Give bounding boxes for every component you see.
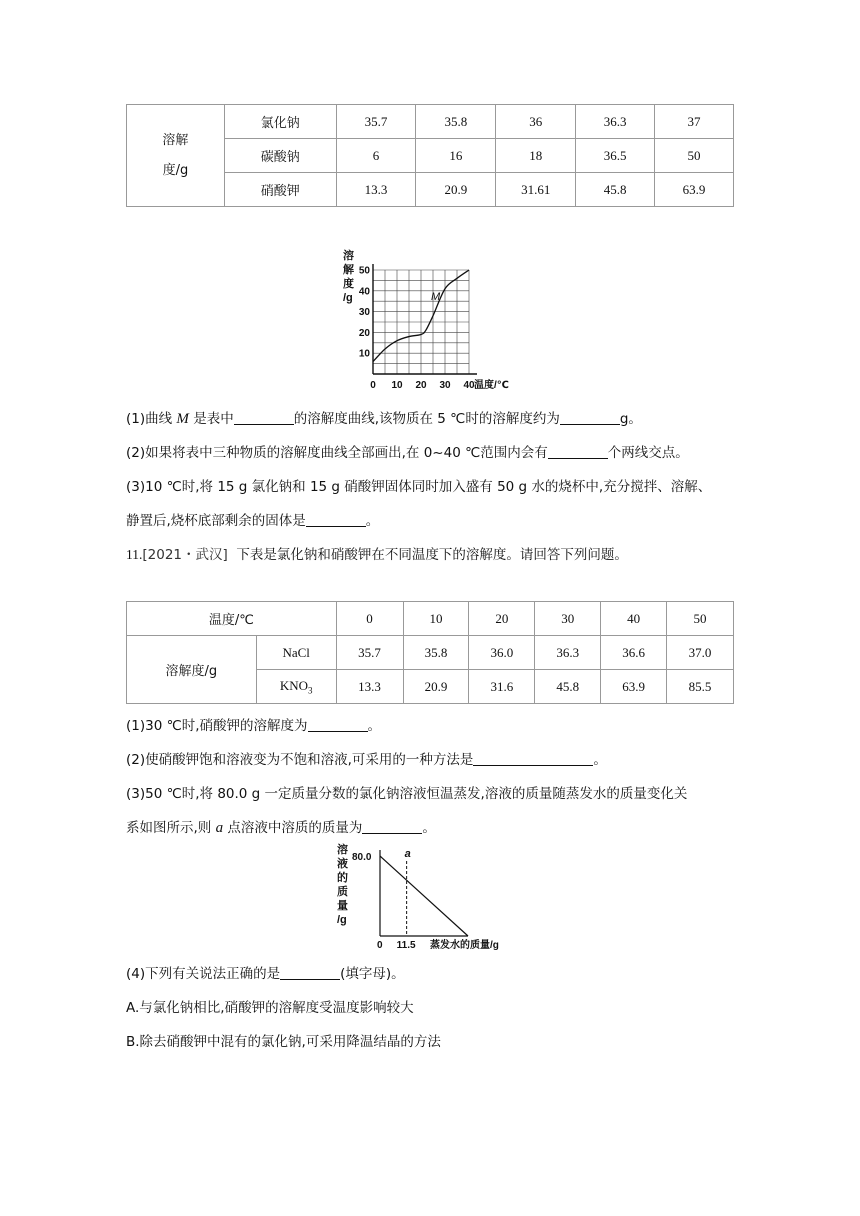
q11-part4: (4)下列有关说法正确的是 (填字母)。 bbox=[126, 966, 405, 982]
substance-name: $KNO_3$ bbox=[256, 670, 336, 704]
y-tick-label: 30 bbox=[358, 307, 370, 319]
q11-stem: 11.[2021・武汉] 下表是氯化钠和硝酸钾在不同温度下的溶解度。请回答下列问题。 bbox=[126, 547, 628, 563]
y-tick-labels bbox=[359, 266, 371, 360]
answer-blank[interactable] bbox=[362, 820, 422, 834]
table-cell: 36 bbox=[496, 105, 576, 139]
q10-part1: (1)曲线 M 是表中 的溶解度曲线,该物质在 5 ℃时的溶解度约为 g。 bbox=[126, 411, 642, 427]
answer-blank[interactable] bbox=[548, 445, 608, 459]
table-cell: 20 bbox=[469, 602, 535, 636]
answer-blank[interactable] bbox=[560, 411, 620, 425]
table-cell: 35.7 bbox=[336, 636, 403, 670]
x-tick-label: 0 bbox=[370, 380, 376, 391]
answer-blank[interactable] bbox=[280, 966, 340, 980]
y-tick-label: 20 bbox=[358, 327, 370, 339]
x-tick-labels bbox=[370, 380, 475, 391]
solubility-table-2 bbox=[126, 601, 734, 704]
x-tick-label: 10 bbox=[391, 380, 403, 391]
q10-part2: (2)如果将表中三种物质的溶解度曲线全部画出,在 0~40 ℃范围内会有 个两线交点。 bbox=[126, 445, 689, 461]
table-cell: 36.6 bbox=[601, 636, 667, 670]
chart-grid bbox=[373, 270, 469, 374]
substance-name: 氯化钠 bbox=[224, 105, 336, 139]
x-axis-label: 温度/℃ bbox=[474, 380, 509, 391]
q11-part3-line2: 系如图所示,则 a 点溶液中溶质的质量为 。 bbox=[126, 820, 436, 836]
x-tick-label: 30 bbox=[439, 380, 451, 391]
table-row bbox=[127, 105, 734, 139]
table-cell: 6 bbox=[336, 139, 416, 173]
x-axis-label: 蒸发水的质量/g bbox=[430, 940, 499, 951]
table-cell: 30 bbox=[535, 602, 601, 636]
y-axis-label-char: 质 bbox=[337, 886, 348, 898]
table-cell: 36.5 bbox=[576, 139, 655, 173]
y-axis-label-char: 的 bbox=[337, 872, 348, 884]
question-source: [2021・武汉] bbox=[142, 547, 228, 563]
evaporation-chart bbox=[336, 840, 526, 952]
q10-part3-line2: 静置后,烧杯底部剩余的固体是 。 bbox=[126, 513, 380, 529]
q10-part3-line1: (3)10 ℃时,将 15 g 氯化钠和 15 g 硝酸钾固体同时加入盛有 50 g 水的烧杯中,充分搅拌、溶解、 bbox=[126, 479, 712, 495]
table-cell: 18 bbox=[496, 139, 576, 173]
table-cell: 85.5 bbox=[667, 670, 734, 704]
table-cell: 13.3 bbox=[336, 173, 416, 207]
table-cell: 16 bbox=[416, 139, 496, 173]
y-axis-label-char: 度 bbox=[343, 278, 354, 290]
option-b: B.除去硝酸钾中混有的氯化钠,可采用降温结晶的方法 bbox=[126, 1034, 441, 1050]
table-cell: 31.61 bbox=[496, 173, 576, 207]
chart-axes bbox=[380, 850, 468, 936]
y-axis-label-char: /g bbox=[343, 292, 353, 304]
table-cell: 31.6 bbox=[469, 670, 535, 704]
y-axis-label-char: 溶 bbox=[337, 844, 348, 856]
substance-name: 碳酸钠 bbox=[224, 139, 336, 173]
answer-blank[interactable] bbox=[234, 411, 294, 425]
x-tick-label: 40 bbox=[463, 380, 475, 391]
table-cell: 37.0 bbox=[667, 636, 734, 670]
y-axis-label-char: 量 bbox=[337, 900, 348, 912]
table-cell: 45.8 bbox=[576, 173, 655, 207]
solubility-table-1 bbox=[126, 104, 734, 207]
table-cell: 20.9 bbox=[416, 173, 496, 207]
option-a: A.与氯化钠相比,硝酸钾的溶解度受温度影响较大 bbox=[126, 1000, 414, 1016]
table-cell: 35.7 bbox=[336, 105, 416, 139]
y-axis-label-char: 解 bbox=[343, 264, 354, 276]
table-cell: 63.9 bbox=[601, 670, 667, 704]
answer-blank[interactable] bbox=[306, 513, 366, 527]
mass-line bbox=[380, 856, 468, 936]
y-tick-label: 10 bbox=[358, 348, 370, 360]
y-tick-label: 80.0 bbox=[352, 852, 372, 863]
table-cell: 10 bbox=[403, 602, 469, 636]
table-cell: 0 bbox=[336, 602, 403, 636]
table-cell: 45.8 bbox=[535, 670, 601, 704]
table-cell: 36.3 bbox=[576, 105, 655, 139]
y-axis-label-char: 液 bbox=[337, 858, 348, 870]
substance-name: 硝酸钾 bbox=[224, 173, 336, 207]
y-axis-label bbox=[343, 248, 355, 304]
row-header: 溶解 度/g bbox=[127, 105, 225, 207]
x-tick-label: 0 bbox=[377, 940, 383, 951]
table-cell: 50 bbox=[667, 602, 734, 636]
x-tick-label: 20 bbox=[415, 380, 427, 391]
y-tick-label: 50 bbox=[358, 265, 370, 277]
row-header: 溶解度/g bbox=[127, 636, 257, 704]
q11-part1: (1)30 ℃时,硝酸钾的溶解度为 。 bbox=[126, 718, 382, 734]
y-axis-label-char: 溶 bbox=[343, 250, 354, 262]
curve-label-m: M bbox=[431, 291, 441, 303]
temp-header: 温度/℃ bbox=[127, 602, 337, 636]
table-cell: 63.9 bbox=[655, 173, 734, 207]
table-cell: 20.9 bbox=[403, 670, 469, 704]
q11-part2: (2)使硝酸钾饱和溶液变为不饱和溶液,可采用的一种方法是 。 bbox=[126, 752, 607, 768]
y-axis-label-char: /g bbox=[337, 914, 347, 926]
x-tick-label: 11.5 bbox=[396, 940, 416, 951]
substance-name: NaCl bbox=[256, 636, 336, 670]
answer-blank[interactable] bbox=[308, 718, 368, 732]
table-row bbox=[127, 636, 734, 670]
table-cell: 35.8 bbox=[416, 105, 496, 139]
answer-blank[interactable] bbox=[473, 752, 593, 766]
table-cell: 37 bbox=[655, 105, 734, 139]
table-cell: 13.3 bbox=[336, 670, 403, 704]
point-label-a: a bbox=[404, 848, 411, 860]
table-cell: 36.0 bbox=[469, 636, 535, 670]
table-cell: 50 bbox=[655, 139, 734, 173]
solubility-curve-chart bbox=[330, 244, 530, 394]
y-axis-label bbox=[337, 842, 348, 926]
table-cell: 35.8 bbox=[403, 636, 469, 670]
table-cell: 36.3 bbox=[535, 636, 601, 670]
table-row bbox=[127, 602, 734, 636]
table-cell: 40 bbox=[601, 602, 667, 636]
q11-part3-line1: (3)50 ℃时,将 80.0 g 一定质量分数的氯化钠溶液恒温蒸发,溶液的质量随蒸发水的质量变化关 bbox=[126, 786, 688, 802]
y-tick-label: 40 bbox=[358, 286, 370, 298]
